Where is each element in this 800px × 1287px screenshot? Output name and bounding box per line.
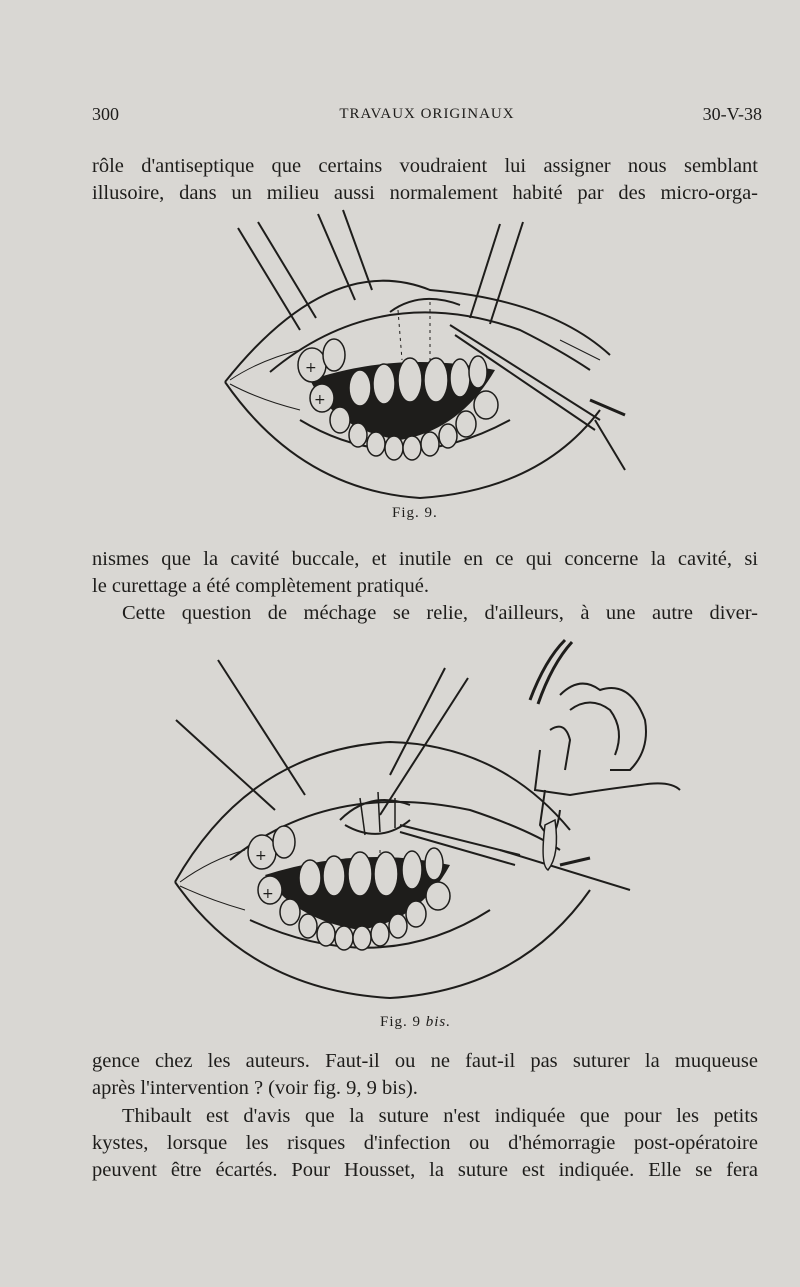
text-line: peuvent être écartés. Pour Housset, la suture est indiquée. Elle se fera [92, 1159, 758, 1181]
page-number: 300 [92, 104, 119, 124]
paragraph-2 [92, 546, 758, 600]
header-date: 30-V-38 [702, 104, 762, 124]
text-line: après l'intervention ? (voir fig. 9, 9 bis). [92, 1077, 418, 1099]
figure-9-caption: Fig. 9. [392, 505, 438, 521]
text-line: kystes, lorsque les risques d'infection ou d'hémorragie post-opératoire [92, 1132, 758, 1154]
running-title: TRAVAUX ORIGINAUX [339, 106, 515, 122]
figure-9-bis-caption [380, 1014, 451, 1031]
svg-text:+: + [255, 848, 267, 864]
text-line: Thibault est d'avis que la suture n'est indiquée que pour les petits [122, 1105, 758, 1127]
text-line: le curettage a été complètement pratiqué. [92, 575, 429, 597]
text-line: gence chez les auteurs. Faut-il ou ne faut-il pas suturer la muqueuse [92, 1050, 758, 1072]
paragraph-5 [92, 1103, 758, 1184]
caption-text: Fig. 9 [380, 1014, 426, 1030]
figure-9-bis-illustration [0, 620, 800, 1040]
paragraph-4 [92, 1048, 758, 1102]
text-line: rôle d'antiseptique que certains voudraient lui assigner nous semblant [92, 155, 758, 177]
svg-text:+: + [314, 392, 326, 408]
figure-9-illustration [0, 0, 800, 520]
svg-text:+: + [262, 886, 274, 902]
caption-bis: bis. [425, 1014, 452, 1030]
svg-text:+: + [305, 360, 317, 376]
text-line: illusoire, dans un milieu aussi normalement habité par des micro-orga- [92, 182, 758, 204]
text-line: Cette question de méchage se relie, d'ailleurs, à une autre diver- [122, 602, 758, 624]
text-line: nismes que la cavité buccale, et inutile en ce qui concerne la cavité, si [92, 548, 758, 570]
